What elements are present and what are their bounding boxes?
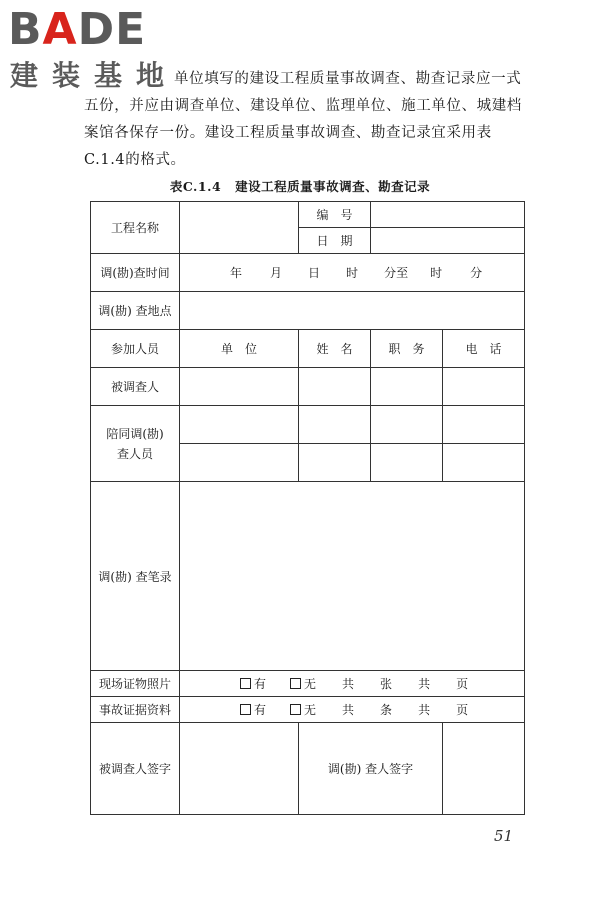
notes-label: 调(勘) 查笔录 [91, 482, 180, 671]
evidence-no-checkbox[interactable] [290, 704, 301, 715]
project-name-label: 工程名称 [91, 202, 180, 254]
page-number: 51 [494, 827, 514, 845]
table-row [91, 406, 525, 444]
logo-accent: A [42, 4, 78, 55]
accompany-label: 陪同调(勘) 查人员 [91, 406, 180, 482]
evidence-label: 事故证据资料 [91, 697, 180, 723]
intro-paragraph [84, 66, 524, 174]
sign-investigator-label: 调(勘) 查人签字 [299, 723, 443, 815]
cell [371, 406, 443, 444]
photo-no-checkbox[interactable] [290, 678, 301, 689]
table-row [91, 254, 525, 292]
cell [299, 444, 371, 482]
col-phone: 电 话 [443, 330, 525, 368]
cell [180, 444, 299, 482]
cell [443, 444, 525, 482]
table-row [91, 671, 525, 697]
table-row [91, 202, 525, 228]
sign-investigated-value [180, 723, 299, 815]
place-label: 调(勘) 查地点 [91, 292, 180, 330]
photo-options: 有 无 共 张 共 页 [180, 671, 525, 697]
notes-value [180, 482, 525, 671]
cell [443, 406, 525, 444]
investigation-record-table [90, 201, 525, 815]
logo-subtitle: 建装基地 [10, 59, 179, 92]
evidence-options: 有 无 共 条 共 页 [180, 697, 525, 723]
cell [371, 368, 443, 406]
caption-number: 表C.1.4 [169, 179, 222, 194]
col-unit: 单 位 [180, 330, 299, 368]
table-row [91, 292, 525, 330]
cell [371, 444, 443, 482]
sign-investigated-label: 被调查人签字 [91, 723, 180, 815]
table-row [91, 368, 525, 406]
date-value [371, 228, 525, 254]
cell [299, 368, 371, 406]
caption-title: 建设工程质量事故调查、勘查记录 [235, 179, 431, 194]
cell [180, 406, 299, 444]
table-row [91, 482, 525, 671]
col-name: 姓 名 [299, 330, 371, 368]
table-row [91, 723, 525, 815]
sign-investigator-value [443, 723, 525, 815]
place-value [180, 292, 525, 330]
table-row [91, 697, 525, 723]
intro-lead [84, 66, 174, 93]
participants-label: 参加人员 [91, 330, 180, 368]
time-value: 年 月 日 时 分至 时 分 [180, 254, 525, 292]
intro-text: 单位填写的建设工程质量事故调查、勘查记录应一式五份，并应由调查单位、建设单位、监理单位、施工单位、城建档案馆各保存一份。建设工程质量事故调查、勘查记录宜采用表C.1.4的格式。 [84, 71, 522, 168]
logo-wordmark: BADE [8, 4, 147, 55]
table-caption [0, 177, 600, 195]
investigated-label: 被调查人 [91, 368, 180, 406]
number-value [371, 202, 525, 228]
photo-yes-checkbox[interactable] [240, 678, 251, 689]
col-position: 职 务 [371, 330, 443, 368]
date-label: 日 期 [299, 228, 371, 254]
number-label: 编 号 [299, 202, 371, 228]
time-label: 调(勘)查时间 [91, 254, 180, 292]
table-row [91, 330, 525, 368]
cell [299, 406, 371, 444]
evidence-yes-checkbox[interactable] [240, 704, 251, 715]
cell [180, 368, 299, 406]
project-name-value [180, 202, 299, 254]
photo-label: 现场证物照片 [91, 671, 180, 697]
cell [443, 368, 525, 406]
